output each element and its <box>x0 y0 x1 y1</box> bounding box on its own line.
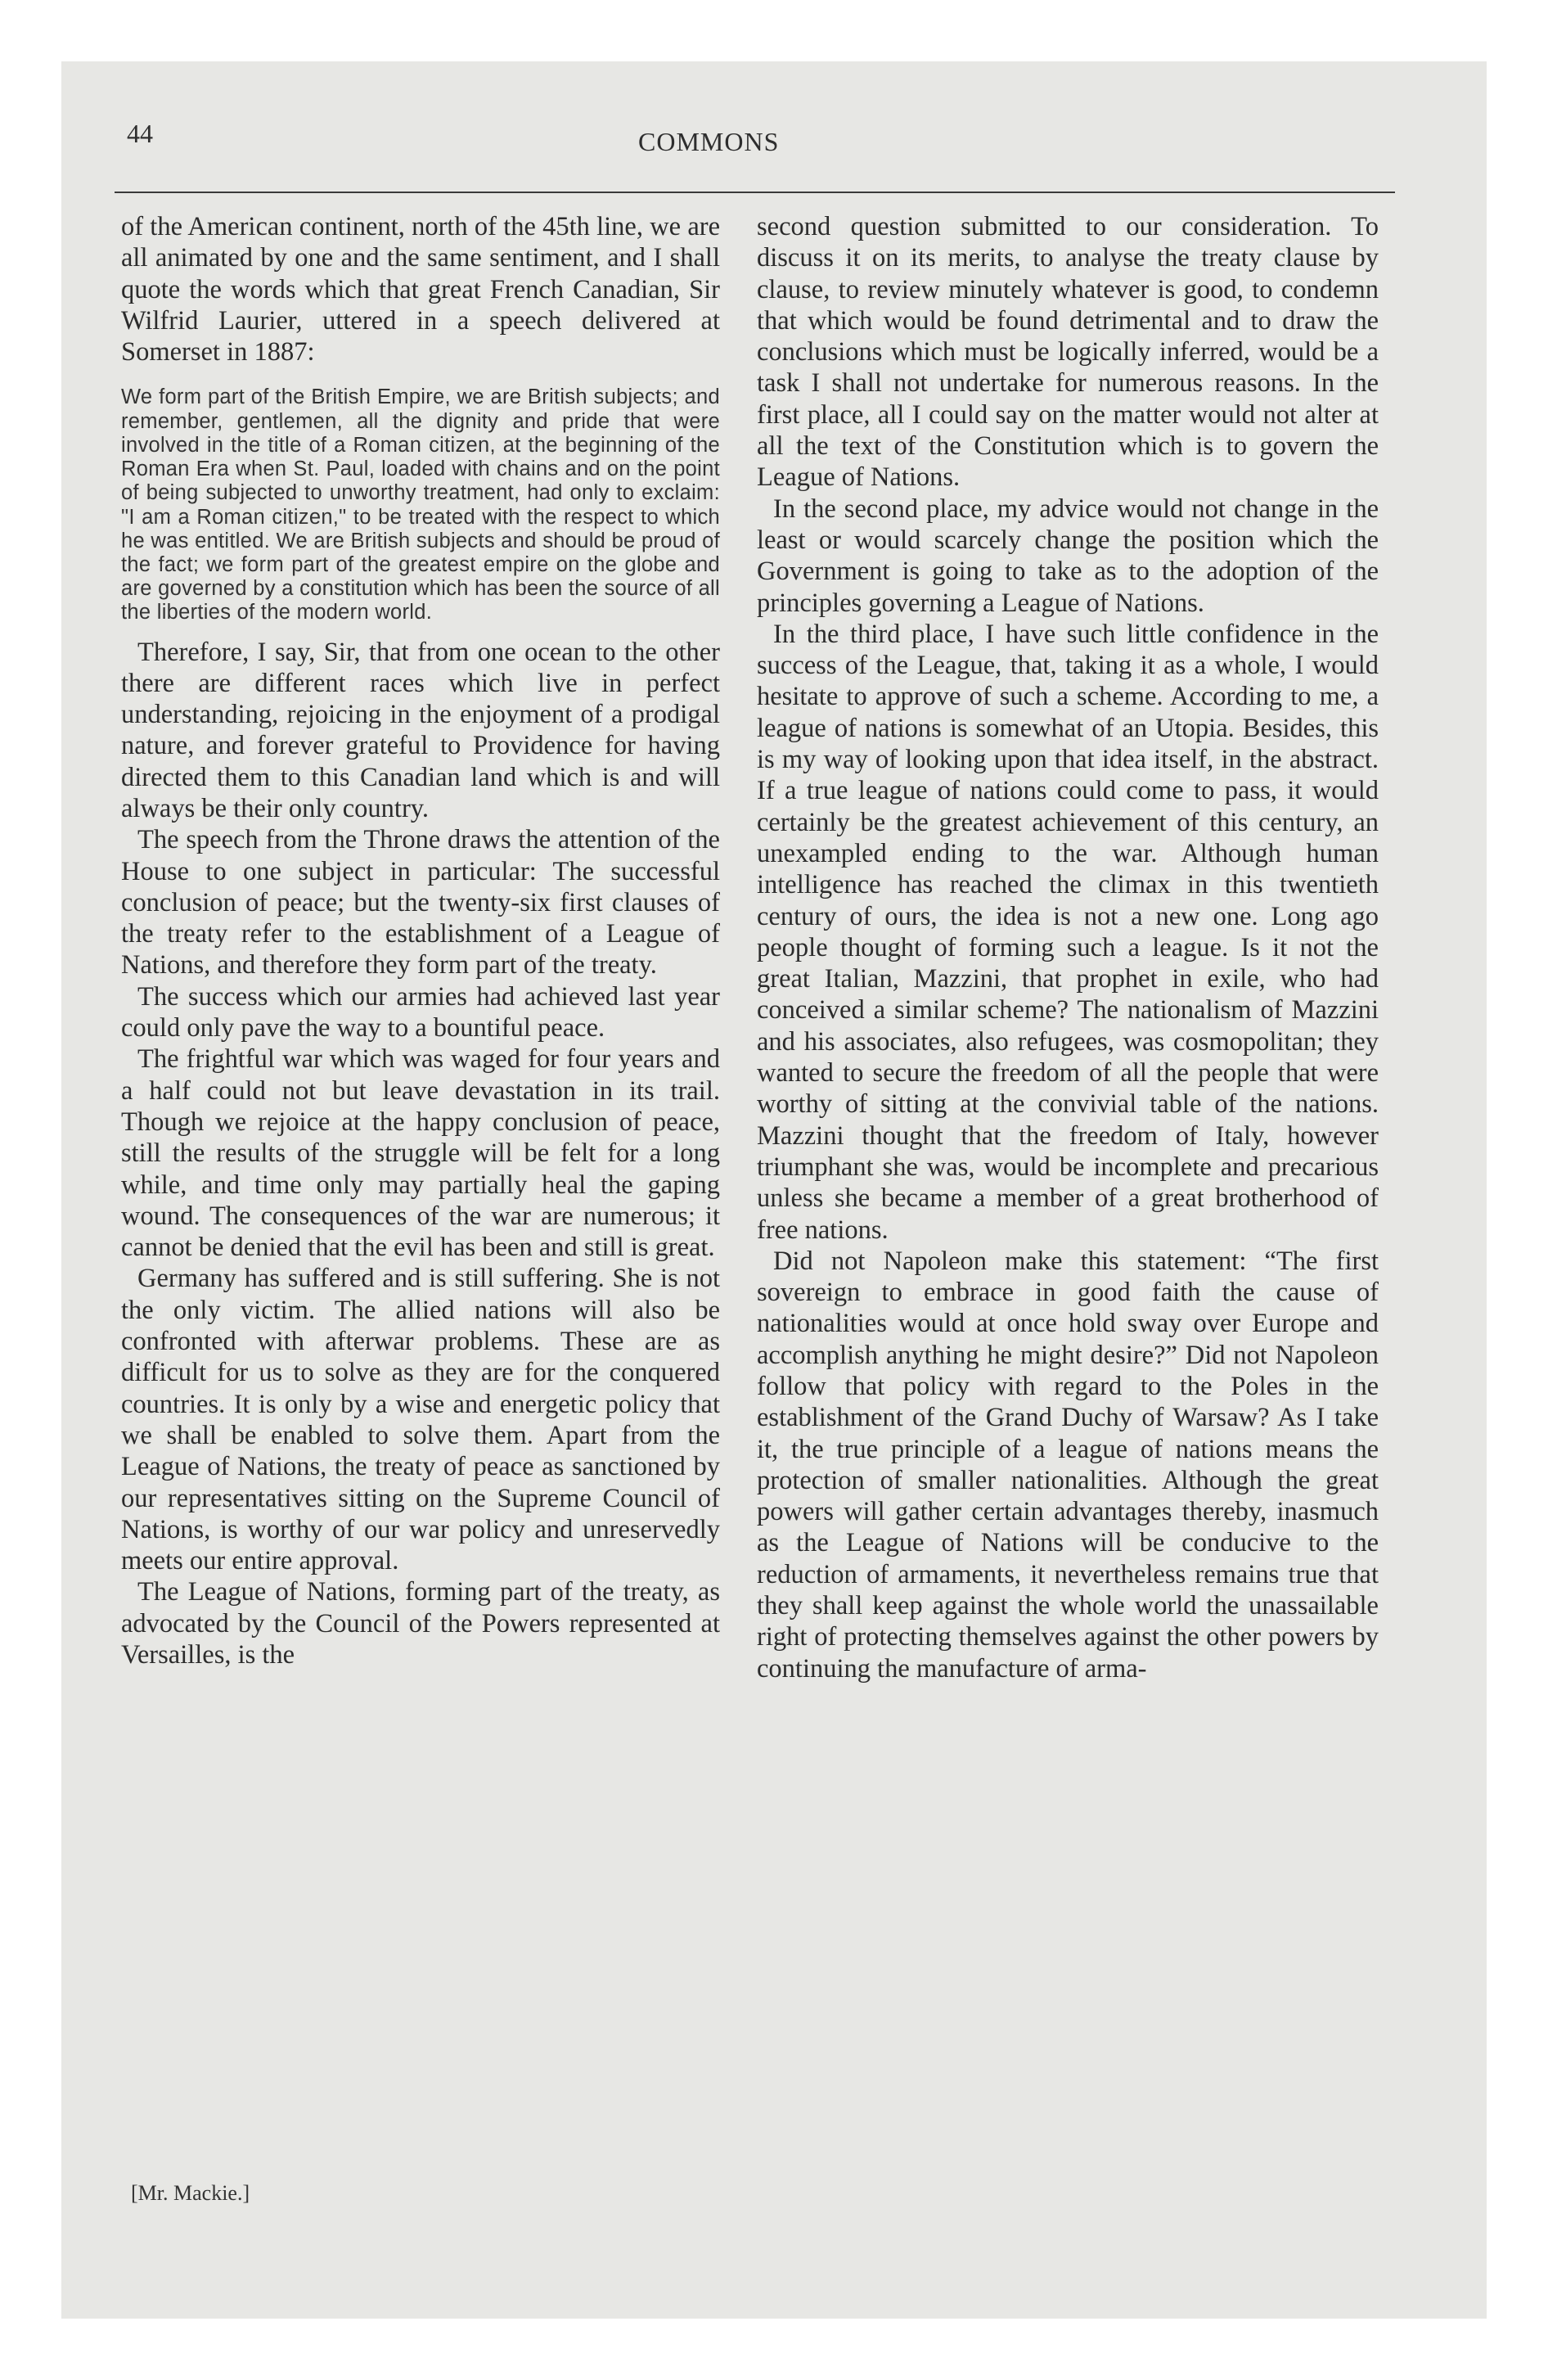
left-paragraph-6: Germany has suffered and is still suffering. She is not the only victim. The allied nations will also be confronted with afterwar problems. These are as difficult for us to solve as they are for the conquered countries. It is only by a wise and energetic policy that we shall be enabled to solve them. Apart from the League of Nations, the treaty of peace as sanctioned by our representatives sitting on the Supreme Council of Nations, is worthy of our war policy and unreservedly meets our entire approval. <box>121 1264 720 1576</box>
left-paragraph-2: Therefore, I say, Sir, that from one ocean to the other there are different races which live in perfect understanding, rejoicing in the enjoyment of a prodigal nature, and forever grateful to Providence for having directed them to this Canadian land which is and will always be their only country. <box>121 637 720 823</box>
speaker-tag: [Mr. Mackie.] <box>131 2181 250 2205</box>
right-paragraph-1: second question submitted to our consideration. To discuss it on its merits, to analyse the treaty clause by clause, to review minutely whatever is good, to condemn that which would be found detrimental and to draw the conclusions which must be logically inferred, would be a task I shall not undertake for numerous reasons. In the first place, all I could say on the matter would not alter at all the text of the Constitution which is to govern the League of Nations. <box>757 212 1379 493</box>
header-rule <box>115 192 1395 193</box>
left-paragraph-4: The success which our armies had achieved last year could only pave the way to a bountiful peace. <box>121 981 720 1044</box>
page-number: 44 <box>127 119 153 148</box>
laurier-quotation: We form part of the British Empire, we are British subjects; and remember, gentlemen, all the dignity and pride that were involved in the title of a Roman citizen, at the beginning of the Roman Era when St. Paul, loaded with chains and on the point of being subjected to unworthy treatment, had only to exclaim: "I am a Roman citizen," to be treated with the respect to which he was entitled. We are British subjects and should be proud of the fact; we form part of the greatest empire on the globe and are governed by a constitution which has been the source of all the liberties of the modern world. <box>121 385 720 624</box>
left-paragraph-5: The frightful war which was waged for four years and a half could not but leave devastation in its trail. Though we rejoice at the happy conclusion of peace, still the results of the struggle will be felt for a long while, and time only may partially heal the gaping wound. The consequences of the war are numerous; it cannot be denied that the evil has been and still is great. <box>121 1044 720 1263</box>
running-head: COMMONS <box>638 127 780 156</box>
right-column <box>757 211 1379 1684</box>
right-paragraph-4: Did not Napoleon make this statement: “The first sovereign to embrace in good faith the cause of nationalities would at once hold sway over Europe and accomplish anything he might desire?” Did not Napoleon follow that policy with regard to the Poles in the establishment of the Grand Duchy of Warsaw? As I take it, the true principle of a league of nations means the protection of smaller nationalities. Although the great powers will gather certain advantages thereby, inasmuch as the League of Nations will be conducive to the reduction of armaments, it nevertheless remains true that they shall keep against the whole world the unassailable right of protecting themselves against the other powers by continuing the manufacture of arma- <box>757 1246 1379 1684</box>
left-paragraph-3: The speech from the Throne draws the attention of the House to one subject in particular: The successful conclusion of peace; but the twenty-six first clauses of the treaty refer to the establishment of a League of Nations, and therefore they form part of the treaty. <box>121 825 720 980</box>
right-paragraph-3: In the third place, I have such little confidence in the success of the League, that, taking it as a whole, I would hesitate to approve of such a scheme. According to me, a league of nations is somewhat of an Utopia. Besides, this is my way of looking upon that idea itself, in the abstract. If a true league of nations could come to pass, it would certainly be the greatest achievement of this century, an unexampled ending to the war. Although human intelligence has reached the climax in this twentieth century of ours, the idea is not a new one. Long ago people thought of forming such a league. Is it not the great Italian, Mazzini, that prophet in exile, who had conceived a similar scheme? The nationalism of Mazzini and his associates, also refugees, was cosmopolitan; they wanted to secure the freedom of all the people that were worthy of sitting at the convivial table of the nations. Mazzini thought that the freedom of Italy, however triumphant she was, would be incomplete and precarious unless she became a member of a great brotherhood of free nations. <box>757 619 1379 1245</box>
left-paragraph-7: The League of Nations, forming part of the treaty, as advocated by the Council of the Powers represented at Versailles, is the <box>121 1577 720 1670</box>
left-paragraph-1: of the American continent, north of the 45th line, we are all animated by one and the same sentiment, and I shall quote the words which that great French Canadian, Sir Wilfrid Laurier, uttered in a speech delivered at Somerset in 1887: <box>121 212 720 367</box>
left-column <box>121 211 720 1670</box>
right-paragraph-2: In the second place, my advice would not change in the least or would scarcely change the position which the Government is going to take as to the adoption of the principles governing a League of Nations. <box>757 494 1379 618</box>
